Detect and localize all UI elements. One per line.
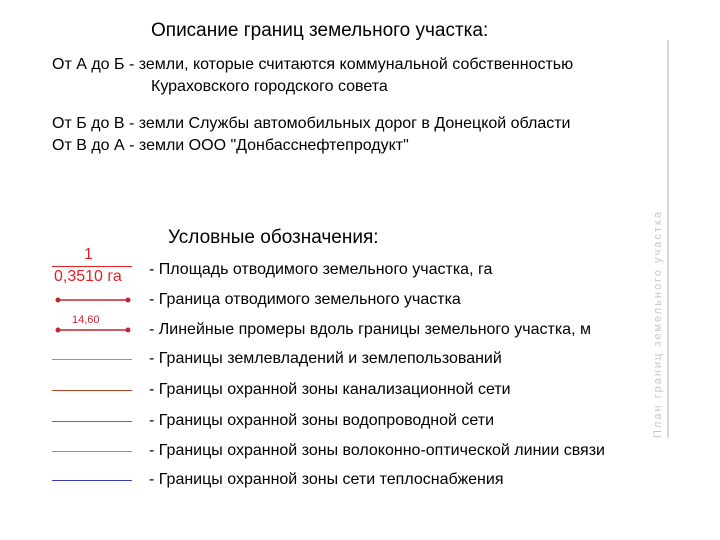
legend-item-fiber-zone: - Границы охранной зоны волоконно-оптической линии связи [149, 442, 605, 459]
side-text: План границ земельного участка [652, 209, 664, 438]
measure-symbol-value: 14,60 [72, 314, 100, 326]
legend-item-measures: - Линейные промеры вдоль границы земельного участка, м [149, 321, 591, 338]
land-use-boundary-symbol [52, 359, 132, 360]
measure-symbol-dot-right [126, 328, 131, 333]
description-title: Описание границ земельного участка: [151, 20, 489, 41]
sewer-zone-symbol [52, 390, 132, 391]
area-symbol-number: 1 [84, 246, 93, 263]
legend-item-boundary: - Граница отводимого земельного участка [149, 291, 461, 308]
boundary-symbol-dot-left [56, 298, 61, 303]
legend-item-land-use: - Границы землевладений и землепользований [149, 350, 502, 367]
legend-item-area: - Площадь отводимого земельного участка, га [149, 261, 493, 278]
measure-symbol-dot-left [56, 328, 61, 333]
boundary-symbol-dot-right [126, 298, 131, 303]
legend-item-water-zone: - Границы охранной зоны водопроводной сети [149, 412, 495, 429]
legend-item-sewer-zone: - Границы охранной зоны канализационной сети [149, 381, 511, 398]
water-zone-symbol [52, 421, 132, 422]
side-divider [667, 40, 669, 438]
boundary-symbol [50, 292, 136, 308]
boundary-a-b-line2: Кураховского городского совета [151, 78, 388, 95]
boundary-b-v: От Б до В - земли Службы автомобильных дорог в Донецкой области [52, 115, 571, 132]
boundary-v-a: От В до А - земли ООО "Донбасснефтепродукт" [52, 137, 409, 154]
area-symbol-value: 0,3510 га [54, 268, 122, 285]
fiber-zone-symbol [52, 451, 132, 452]
legend-item-heating-zone: - Границы охранной зоны сети теплоснабжения [149, 471, 504, 488]
heating-zone-symbol [52, 480, 132, 481]
boundary-a-b-line1: От А до Б - земли, которые считаются коммунальной собственностью [52, 56, 574, 73]
area-symbol-fraction-line [52, 266, 132, 267]
legend-title: Условные обозначения: [168, 227, 379, 248]
measure-symbol [50, 322, 136, 338]
